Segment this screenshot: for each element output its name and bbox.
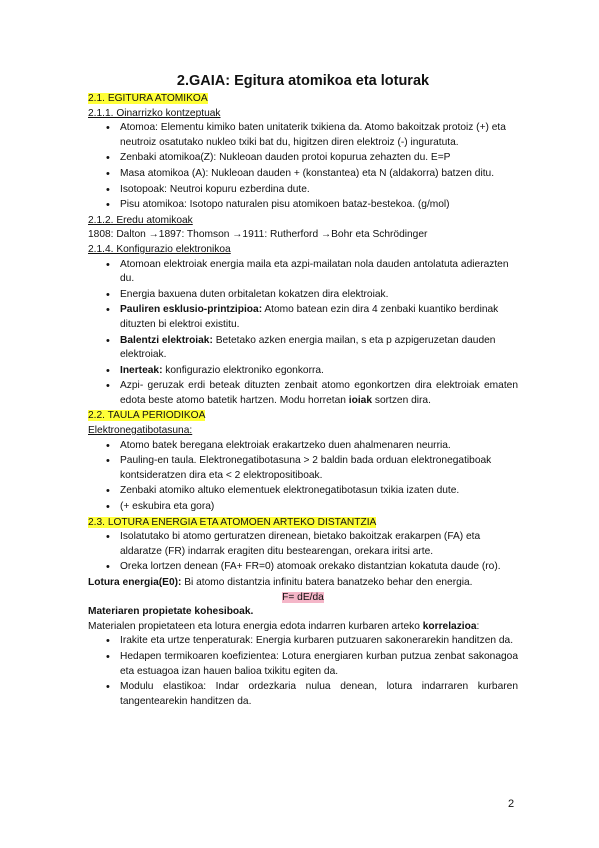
cohesive-properties-heading: Materiaren propietate kohesiboak. bbox=[88, 606, 254, 618]
electronegativity-list bbox=[88, 439, 518, 515]
list-item bbox=[88, 379, 518, 408]
term-bold: Lotura energia(E0): bbox=[88, 577, 182, 588]
list-item: • Atomo batek beregana elektroiak erakartzeko duen ahalmenaren neurria. bbox=[88, 439, 518, 454]
definition-text: Bi atomo distantzia infinitu batera banatzeko behar den energia. bbox=[181, 577, 473, 588]
list-item: • Irakite eta urtze tenperaturak: Energia kurbaren putzuaren sakonerarekin handitzen da. bbox=[88, 634, 518, 649]
item-text: Atomoan elektroiak energia maila eta azpi-mailatan nola dauden antolatuta adierazten du. bbox=[120, 258, 509, 285]
atomic-models-timeline: 1808: Dalton →1897: Thomson →1911: Rutherford →Bohr eta Schrödinger bbox=[88, 229, 428, 241]
list-item: • Isotopoak: Neutroi kopuru ezberdina dute. bbox=[88, 183, 518, 198]
bond-energy-definition bbox=[88, 576, 518, 591]
cohesive-intro bbox=[88, 620, 518, 635]
list-item bbox=[88, 258, 518, 287]
section-heading-2-3: 2.3. LOTURA ENERGIA ETA ATOMOEN ARTEKO DISTANTZIA bbox=[88, 516, 377, 528]
list-item bbox=[88, 303, 518, 332]
section-heading-2-2: 2.2. TAULA PERIODIKOA bbox=[88, 410, 206, 422]
item-text: konfigurazio elektroniko egonkorra. bbox=[162, 364, 324, 376]
list-item: • Masa atomikoa (A): Nukleoan dauden + (konstantea) eta N (aldakorra) batzen ditu. bbox=[88, 167, 518, 182]
term-bold: ioiak bbox=[348, 394, 373, 406]
list-item bbox=[88, 288, 518, 303]
page-number: 2 bbox=[508, 798, 515, 810]
page-title: 2.GAIA: Egitura atomikoa eta loturak bbox=[176, 73, 430, 89]
section-heading-2-1: 2.1. EGITURA ATOMIKOA bbox=[88, 93, 208, 104]
term-bold: Inerteak: bbox=[120, 364, 163, 376]
subsection-heading-2-1-1: 2.1.1. Oinarrizko kontzeptuak bbox=[88, 107, 221, 119]
list-item: • Isolatutako bi atomo gerturatzen direnean, bietako bakoitzak erakarpen (FA) eta aldaratze (FR) indarrak eragiten ditu bestearengan, orekara iritsi arte. bbox=[88, 530, 518, 559]
formula: F= dE/da bbox=[282, 591, 324, 603]
list-item bbox=[88, 364, 518, 379]
term-bold: Pauliren esklusio-printzipioa: bbox=[120, 304, 263, 316]
item-text: Betetako azken energia mailan, s eta p azpigeruzetan dauden elektroiak. bbox=[120, 334, 496, 361]
configuration-list bbox=[88, 258, 518, 409]
intro-text: : bbox=[476, 620, 480, 632]
cohesive-properties-list bbox=[88, 634, 518, 709]
term-bold: korrelazioa bbox=[422, 620, 477, 632]
electronegativity-heading: Elektronegatibotasuna: bbox=[88, 425, 193, 437]
list-item: • Atomoa: Elementu kimiko baten unitaterik txikiena da. Atomo bakoitzak protoiz (+) eta neutroiz osatutako nukleo txiki bat du, higitzen diren elektroiz (-) inguratuta. bbox=[88, 121, 518, 150]
list-item: • Zenbaki atomiko altuko elementuek elektronegatibotasun txikia izaten dute. bbox=[88, 484, 518, 499]
list-item bbox=[88, 334, 518, 363]
intro-text: Materialen propietateen eta lotura energia edota indarren kurbaren arteko bbox=[88, 620, 423, 632]
item-text: Azpi- geruzak erdi beteak dituzten zenbait atomo egonkortzen dira elektroiak ematen edota beste atomo batetik hartzen. Modu horretan bbox=[120, 380, 518, 406]
list-item: • (+ eskubira eta gora) bbox=[88, 500, 518, 515]
document-page bbox=[88, 72, 518, 710]
list-item: • Oreka lortzen denean (FA+ FR=0) atomoak orekako distantzian kokatuta daude (ro). bbox=[88, 560, 518, 575]
list-item: • Pisu atomikoa: Isotopo naturalen pisu atomikoen bataz-bestekoa. (g/mol) bbox=[88, 198, 518, 213]
list-item: • Modulu elastikoa: Indar ordezkaria nulua denean, lotura indarraren kurbaren tangentearekin handitzen da. bbox=[88, 680, 518, 709]
item-text: sortzen dira. bbox=[372, 394, 431, 406]
list-item: • Pauling-en taula. Elektronegatibotasuna > 2 baldin bada orduan elektronegatiboak kontsideratzen dira eta < 2 elektropositiboak. bbox=[88, 454, 518, 483]
subsection-heading-2-1-2: 2.1.2. Eredu atomikoak bbox=[88, 214, 193, 226]
term-bold: Balentzi elektroiak: bbox=[120, 334, 213, 346]
bond-energy-list bbox=[88, 530, 518, 575]
item-text: Atomo batean ezin dira 4 zenbaki kuantiko berdinak dituzten bi elektroi existitu. bbox=[120, 304, 499, 330]
list-item: • Zenbaki atomikoa(Z): Nukleoan dauden protoi kopurua zehazten du. E=P bbox=[88, 151, 518, 166]
subsection-heading-2-1-4: 2.1.4. Konfigurazio elektronikoa bbox=[88, 243, 231, 255]
item-text: Energia baxuena duten orbitaletan kokatzen dira elektroiak. bbox=[120, 288, 389, 300]
concepts-list bbox=[88, 121, 518, 213]
list-item: • Hedapen termikoaren koefizientea: Lotura energiaren kurban putzua zenbat sakonagoa eta estuagoa izan hauen balioa txikitu egiten da. bbox=[88, 650, 518, 679]
